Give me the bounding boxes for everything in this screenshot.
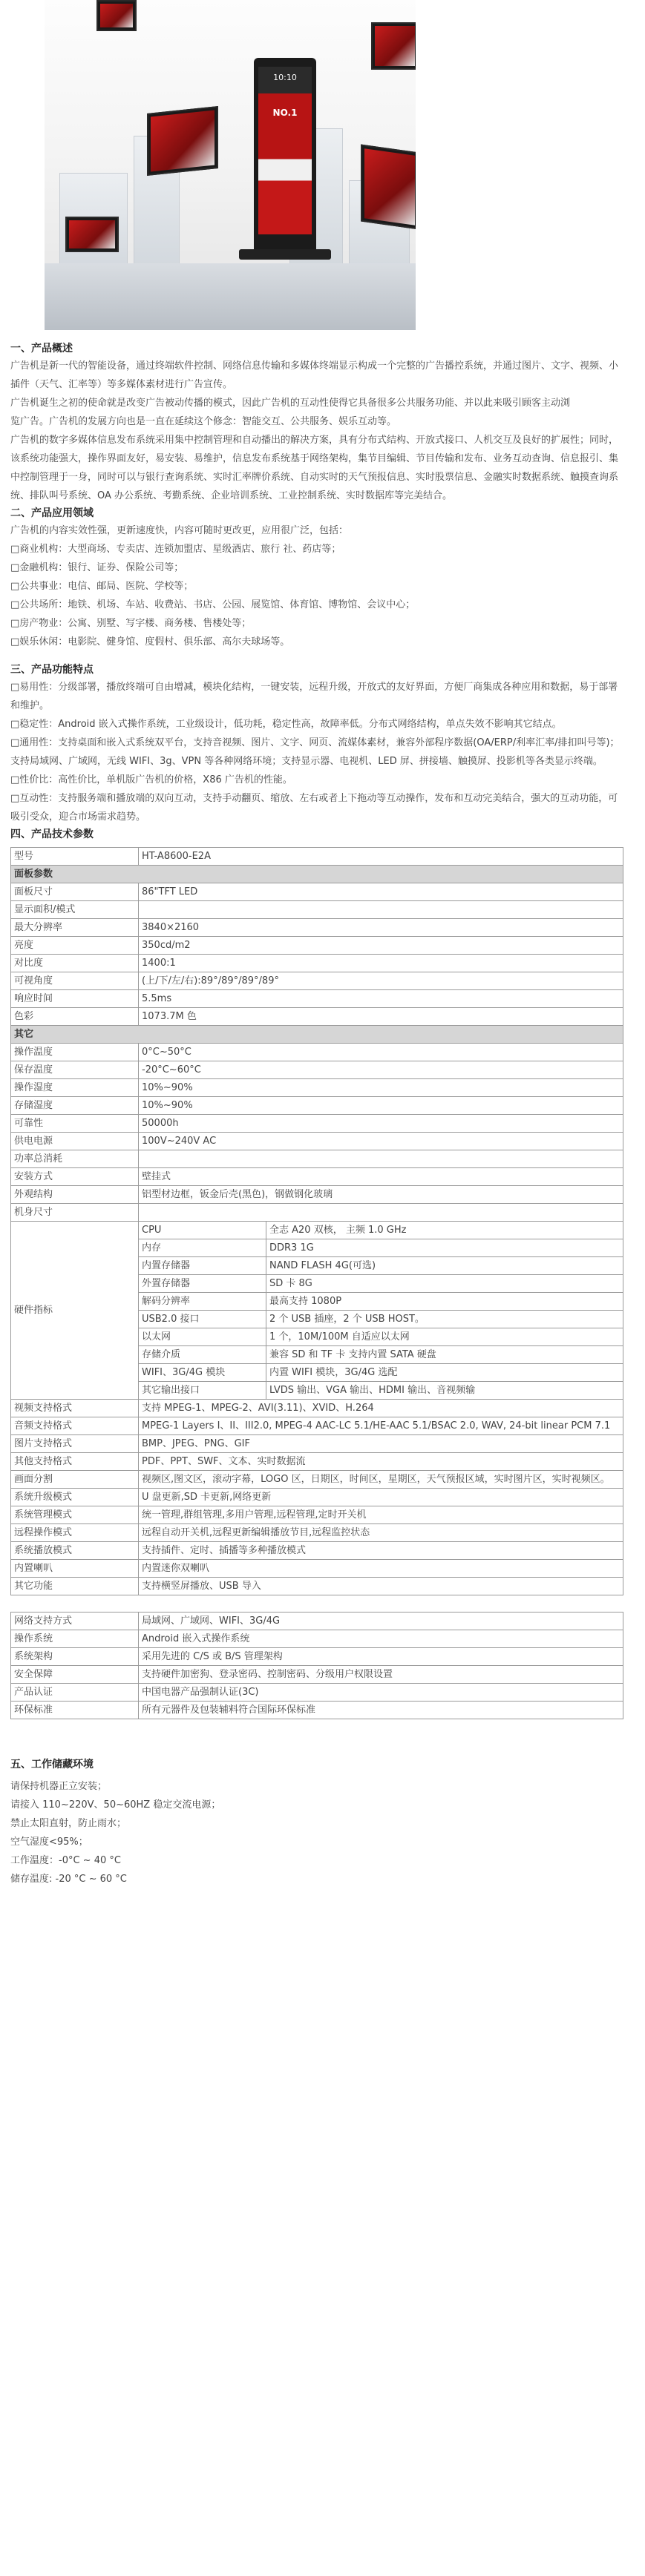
spec-value: 10%~90%	[139, 1079, 623, 1097]
table-row	[11, 1684, 623, 1702]
hardware-item-value: 兼容 SD 和 TF 卡 支持内置 SATA 硬盘	[266, 1346, 623, 1364]
spec-value: 50000h	[139, 1115, 623, 1133]
environment-item: 禁止太阳直射，防止雨水；	[10, 1818, 127, 1829]
spec-label: 供电电源	[11, 1133, 139, 1150]
table-row	[11, 1133, 623, 1150]
table-row	[11, 901, 623, 919]
hardware-item-label: WIFI、3G/4G 模块	[139, 1364, 266, 1382]
hardware-item-value: 1 个，10M/100M 自适应以太网	[266, 1328, 623, 1346]
spec-value: (上/下/左/右):89°/89°/89°/89°	[139, 972, 623, 990]
table-row	[11, 955, 623, 972]
hardware-item-label: USB2.0 接口	[139, 1311, 266, 1328]
features-item: □互动性：支持服务端和播放端的双向互动，支持手动翻页、缩放、左右或者上下拖动等互动操作，发布和互动完美结合，强大的互动功能，可吸引受众，迎合市场需求趋势。	[10, 793, 618, 823]
table-row	[11, 1008, 623, 1026]
environment-item: 请接入 110~220V、50~60HZ 稳定交流电源；	[10, 1799, 221, 1811]
table-row	[11, 1044, 623, 1061]
spec-value: 远程自动开关机,远程更新编辑播放节目,远程监控状态	[139, 1524, 623, 1542]
spec-value: 局域网、广域网、WIFI、3G/4G	[139, 1613, 623, 1630]
spec-value: 支持 MPEG-1、MPEG-2、AVI(3.11)、XVID、H.264	[139, 1400, 623, 1417]
environment-item: 请保持机器正立安装；	[10, 1781, 108, 1792]
spec-value: 铝型材边框，钣金后壳(黑色)，钢做钢化玻璃	[139, 1186, 623, 1204]
table-row	[11, 848, 623, 866]
hardware-item-label: 以太网	[139, 1328, 266, 1346]
features-item: □性价比：高性价比，单机版广告机的价格，X86 广告机的性能。	[10, 774, 292, 785]
spec-label: 显示面积/模式	[11, 901, 139, 919]
fields-item: □房产物业：公寓、别墅、写字楼、商务楼、售楼处等；	[10, 618, 252, 629]
spec-label: 操作系统	[11, 1630, 139, 1648]
features-item: □通用性：支持桌面和嵌入式系统双平台，支持音视频、图片、文字、网页、流媒体素材，兼容外部程序数据(OA/ERP/利率汇率/排扣叫号等)；支持局域网、广域网，无线 WIFI、3g、VPN 等各种网络环境；支持显示器、电视机、LED 屏、拼接墙、触摸屏、投影机等各类显示终端。	[10, 737, 620, 767]
spec-value: PDF、PPT、SWF、文本、实时数据流	[139, 1453, 623, 1471]
table-row	[11, 1506, 623, 1524]
spec-label: 对比度	[11, 955, 139, 972]
table-row	[11, 1168, 623, 1186]
overview-paragraph: 览广告。广告机的发展方向也是一直在延续这个修念：智能交互、公共服务、娱乐互动等。	[10, 416, 397, 427]
table-row	[11, 1097, 623, 1115]
hardware-item-value: DDR3 1G	[266, 1239, 623, 1257]
spec-label: 环保标准	[11, 1702, 139, 1719]
table-row	[11, 1702, 623, 1719]
section-specs-title: 四、产品技术参数	[10, 829, 94, 840]
spec-label: 系统管理模式	[11, 1506, 139, 1524]
table-row	[11, 1560, 623, 1578]
spec-value: 采用先进的 C/S 或 B/S 管理架构	[139, 1648, 623, 1666]
hardware-item-label: 内置存储器	[139, 1257, 266, 1275]
table-row	[11, 1524, 623, 1542]
overview-paragraph: 广告机诞生之初的使命就是改变广告被动传播的模式，因此广告机的互动性使得它具备很多公共服务功能、并以此来吸引顾客主动浏	[10, 398, 571, 409]
hardware-item-value: NAND FLASH 4G(可选)	[266, 1257, 623, 1275]
spec-value: 中国电器产品强制认证(3C)	[139, 1684, 623, 1702]
table-row	[11, 1400, 623, 1417]
kiosk-display	[254, 58, 316, 249]
spec-value: 3840×2160	[139, 919, 623, 937]
table-row	[11, 1150, 623, 1168]
spec-label: 网络支持方式	[11, 1613, 139, 1630]
spec-label: 存储湿度	[11, 1097, 139, 1115]
hardware-item-value: 最高支持 1080P	[266, 1293, 623, 1311]
spec-value: -20°C~60°C	[139, 1061, 623, 1079]
spec-label: 响应时间	[11, 990, 139, 1008]
spec-value: 壁挂式	[139, 1168, 623, 1186]
specs-table	[10, 847, 623, 1595]
hardware-item-label: 其它输出接口	[139, 1382, 266, 1400]
spec-value: 1400:1	[139, 955, 623, 972]
spec-value: 350cd/m2	[139, 937, 623, 955]
hardware-item-value: LVDS 输出、VGA 输出、HDMI 输出、音视频输	[266, 1382, 623, 1400]
environment-item: 储存温度: -20 °C ~ 60 °C	[10, 1874, 127, 1885]
table-section-header	[11, 866, 623, 883]
hardware-item-label: 外置存储器	[139, 1275, 266, 1293]
spec-value: 支持横竖屏播放、USB 导入	[139, 1578, 623, 1595]
spec-label: 可视角度	[11, 972, 139, 990]
hardware-item-value: 内置 WIFI 模块，3G/4G 选配	[266, 1364, 623, 1382]
product-hero-image	[45, 0, 416, 330]
fields-paragraph: 广告机的内容实效性强，更新速度快，内容可随时更改更，应用很广泛，包括：	[10, 525, 349, 536]
spec-value: 10%~90%	[139, 1097, 623, 1115]
spec-label: 机身尺寸	[11, 1204, 139, 1222]
spec-value: 1073.7M 色	[139, 1008, 623, 1026]
spec-label: 其它功能	[11, 1578, 139, 1595]
fields-item: □娱乐休闲：电影院、健身馆、度假村、俱乐部、高尔夫球场等。	[10, 636, 290, 648]
spec-value: 所有元器件及包装辅料符合国际环保标准	[139, 1702, 623, 1719]
table-row	[11, 1204, 623, 1222]
spec-label: 安全保障	[11, 1666, 139, 1684]
spec-label: 外观结构	[11, 1186, 139, 1204]
fields-item: □商业机构：大型商场、专卖店、连锁加盟店、星级酒店、旅行 社、药店等；	[10, 544, 341, 555]
spec-label: 操作温度	[11, 1044, 139, 1061]
spec-label: 亮度	[11, 937, 139, 955]
spec-label: 操作湿度	[11, 1079, 139, 1097]
kiosk-screen-time: 10:10	[273, 73, 297, 82]
spec-value: 支持硬件加密狗、登录密码、控制密码、分级用户权限设置	[139, 1666, 623, 1684]
table-row	[11, 1648, 623, 1666]
table-row	[11, 972, 623, 990]
spec-label: 面板尺寸	[11, 883, 139, 901]
spec-label: 最大分辨率	[11, 919, 139, 937]
spec-value	[139, 1204, 623, 1222]
section-environment-title: 五、工作储藏环境	[10, 1759, 94, 1770]
table-row	[11, 883, 623, 901]
table-row	[11, 1666, 623, 1684]
spec-value: Android 嵌入式操作系统	[139, 1630, 623, 1648]
environment-item: 空气湿度<95%；	[10, 1837, 88, 1848]
spec-label: 系统播放模式	[11, 1542, 139, 1560]
spec-label: 内置喇叭	[11, 1560, 139, 1578]
hardware-item-label: 解码分辨率	[139, 1293, 266, 1311]
spec-value: 86"TFT LED	[139, 883, 623, 901]
table-row	[11, 1417, 623, 1435]
spec-label: 型号	[11, 848, 139, 866]
table-row	[11, 1186, 623, 1204]
spec-value: 视频区,图文区，滚动字幕，LOGO 区，日期区，时间区，星期区，天气预报区域，实时图片区，实时视频区。	[139, 1471, 623, 1489]
spec-label: 远程操作模式	[11, 1524, 139, 1542]
section-features-title: 三、产品功能特点	[10, 664, 94, 676]
table-row	[11, 1578, 623, 1595]
spec-value: 0°C~50°C	[139, 1044, 623, 1061]
table-row	[11, 1453, 623, 1471]
spec-label: 画面分割	[11, 1471, 139, 1489]
table-row	[11, 937, 623, 955]
spec-value	[139, 901, 623, 919]
table-row	[11, 1542, 623, 1560]
kiosk-screen-badge: NO.1	[272, 108, 298, 118]
features-item: □稳定性：Android 嵌入式操作系统，工业级设计，低功耗，稳定性高，故障率低。分布式网络结构，单点失效不影响其它结点。	[10, 719, 562, 730]
spec-label: 可靠性	[11, 1115, 139, 1133]
table-row	[11, 1489, 623, 1506]
spec-label: 系统升级模式	[11, 1489, 139, 1506]
spec-label: 视频支持格式	[11, 1400, 139, 1417]
spec-value: 5.5ms	[139, 990, 623, 1008]
fields-item: □公共场所：地铁、机场、车站、收费站、书店、公园、展览馆、体育馆、博物馆、会议中心；	[10, 599, 416, 610]
spec-label: 图片支持格式	[11, 1435, 139, 1453]
hardware-label: 硬件指标	[11, 1222, 139, 1400]
spec-value: U 盘更新,SD 卡更新,网络更新	[139, 1489, 623, 1506]
spec-value: 100V~240V AC	[139, 1133, 623, 1150]
spec-label: 音频支持格式	[11, 1417, 139, 1435]
fields-item: □金融机构：银行、证券、保险公司等；	[10, 562, 184, 573]
spec-value: BMP、JPEG、PNG、GIF	[139, 1435, 623, 1453]
table-section-header	[11, 1026, 623, 1044]
spec-value: 内置迷你双喇叭	[139, 1560, 623, 1578]
spec-value: 统一管理,群组管理,多用户管理,远程管理,定时开关机	[139, 1506, 623, 1524]
table-row	[11, 1115, 623, 1133]
hardware-item-label: CPU	[139, 1222, 266, 1239]
spec-label: 系统架构	[11, 1648, 139, 1666]
spec-label: 安装方式	[11, 1168, 139, 1186]
table-row	[11, 1222, 623, 1239]
environment-item: 工作温度：-0°C ~ 40 °C	[10, 1855, 121, 1866]
hardware-item-value: 2 个 USB 插座，2 个 USB HOST。	[266, 1311, 623, 1328]
fields-item: □公共事业：电信、邮局、医院、学校等；	[10, 581, 194, 592]
overview-paragraph: 广告机的数字多媒体信息发布系统采用集中控制管理和自动播出的解决方案，具有分布式结构、开放式接口、人机交互及良好的扩展性；同时，该系统功能强大，操作界面友好，易安装、易维护，信息发布系统基于网络架构，集节目编辑、节目传输和发布、业务互动查询、信息报引、集中控制管理于一身，同时可以与银行查询系统、实时汇率牌价系统、自动实时的天气预报信息、实时股票信息、金融实时数据系统、触摸查询系统、排队叫号系统、OA 办公系统、考勤系统、企业培训系统、工业控制系统、实时数据库等完美结合。	[10, 435, 619, 501]
table-row	[11, 1613, 623, 1630]
spec-value: 支持插件、定时、插播等多种播放模式	[139, 1542, 623, 1560]
spec-label: 产品认证	[11, 1684, 139, 1702]
hardware-item-label: 内存	[139, 1239, 266, 1257]
spec-label: 保存温度	[11, 1061, 139, 1079]
spec-value: HT-A8600-E2A	[139, 848, 623, 866]
other-section-header: 其它	[11, 1026, 623, 1044]
hardware-item-value: 全志 A20 双核， 主频 1.0 GHz	[266, 1222, 623, 1239]
spec-label: 色彩	[11, 1008, 139, 1026]
table-row	[11, 1630, 623, 1648]
table-row	[11, 1471, 623, 1489]
spec-value	[139, 1150, 623, 1168]
spec-label: 功率总消耗	[11, 1150, 139, 1168]
table-row	[11, 1061, 623, 1079]
section-overview-title: 一、产品概述	[10, 343, 73, 355]
table-row	[11, 990, 623, 1008]
table-row	[11, 1435, 623, 1453]
hardware-item-label: 存储介质	[139, 1346, 266, 1364]
network-specs-table	[10, 1612, 623, 1719]
table-row	[11, 919, 623, 937]
features-item: □易用性：分级部署，播放终端可自由增减，模块化结构，一键安装，远程升级，开放式的友好界面，方便厂商集成各种应用和数据，易于部署和维护。	[10, 682, 618, 711]
section-fields-title: 二、产品应用领域	[10, 507, 94, 519]
spec-label: 其他支持格式	[11, 1453, 139, 1471]
panel-section-header: 面板参数	[11, 866, 623, 883]
overview-paragraph: 广告机是新一代的智能设备，通过终端软件控制、网络信息传输和多媒体终端显示构成一个完整的广告播控系统，并通过图片、文字、视频、小插件（天气、汇率等）等多媒体素材进行广告宣传。	[10, 360, 619, 390]
hardware-item-value: SD 卡 8G	[266, 1275, 623, 1293]
spec-value: MPEG-1 Layers I、II、III2.0, MPEG-4 AAC-LC 5.1/HE-AAC 5.1/BSAC 2.0, WAV, 24-bit linear PCM 7.1	[139, 1417, 623, 1435]
table-row	[11, 1079, 623, 1097]
